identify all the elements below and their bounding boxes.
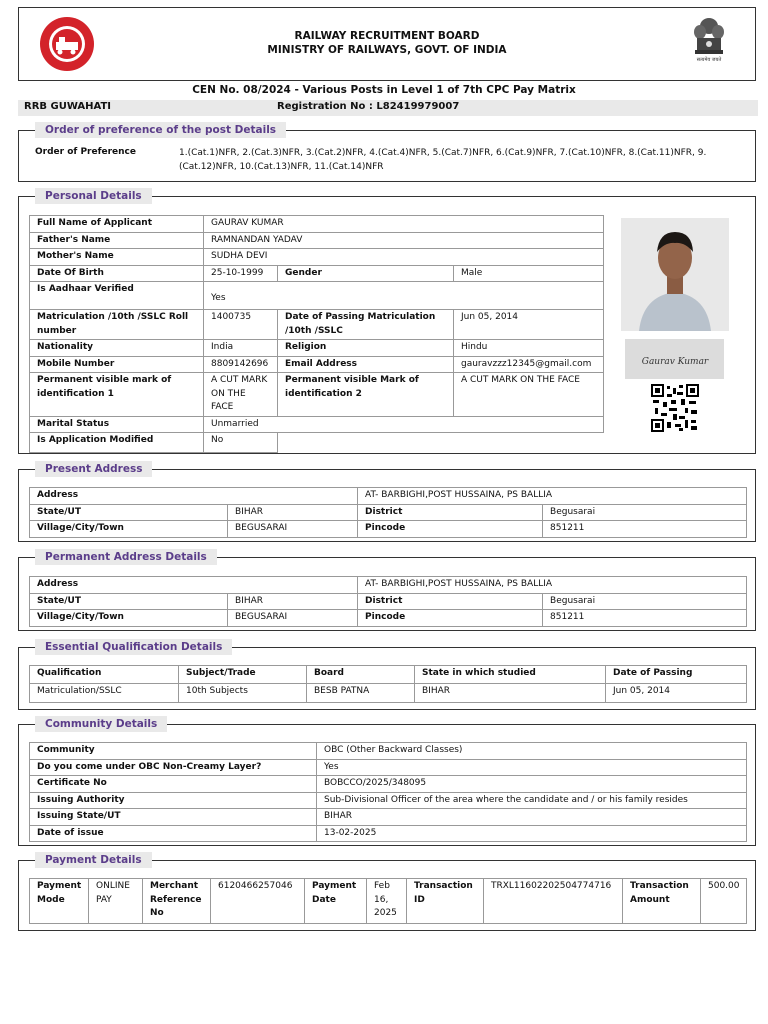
permanent-village-label: Village/City/Town	[30, 610, 228, 627]
present-pincode-label: Pincode	[358, 521, 543, 538]
cen-line: CEN No. 08/2024 - Various Posts in Level 1 of 7th CPC Pay Matrix	[192, 84, 576, 96]
issuing-authority-value: Sub-Divisional Officer of the area where the candidate and / or his family resides	[317, 792, 747, 809]
table-row	[30, 776, 747, 793]
subject-header: Subject/Trade	[179, 666, 307, 684]
modified-label: Is Application Modified	[30, 433, 204, 453]
roll-label: Matriculation /10th /SSLC Roll number	[30, 310, 204, 340]
date-passing-cell: Jun 05, 2014	[606, 684, 747, 703]
mother-name-value: SUDHA DEVI	[204, 249, 604, 266]
applicant-photo	[621, 218, 729, 331]
permanent-address-value: AT- BARBIGHI,POST HUSSAINA, PS BALLIA	[358, 577, 747, 594]
gender-value: Male	[454, 265, 604, 282]
mark1-value: A CUT MARK ON THE FACE	[204, 373, 278, 417]
present-district-value: Begusarai	[543, 504, 747, 521]
aadhaar-value: Yes	[204, 282, 604, 310]
preference-value: 1.(Cat.1)NFR, 2.(Cat.3)NFR, 3.(Cat.2)NFR, 4.(Cat.4)NFR, 5.(Cat.7)NFR, 6.(Cat.9)NFR, 7.(Cat.10)NFR, 8.(Cat.11)NFR, 9.(Cat.12)NFR, 10.(Cat.13)NFR, 11.(Cat.14)NFR	[179, 148, 707, 172]
issue-date-label: Date of issue	[30, 825, 317, 842]
present-village-value: BEGUSARAI	[228, 521, 358, 538]
permanent-village-value: BEGUSARAI	[228, 610, 358, 627]
payment-legend: Payment Details	[35, 852, 152, 868]
mark2-value: A CUT MARK ON THE FACE	[454, 373, 604, 417]
dob-label: Date Of Birth	[30, 265, 204, 282]
community-table	[29, 742, 747, 842]
table-row	[30, 792, 747, 809]
present-state-label: State/UT	[30, 504, 228, 521]
issuing-authority-label: Issuing Authority	[30, 792, 317, 809]
table-row	[30, 825, 747, 842]
permanent-state-label: State/UT	[30, 593, 228, 610]
permanent-state-value: BIHAR	[228, 593, 358, 610]
date-passing-header: Date of Passing	[606, 666, 747, 684]
transaction-id-label: Transaction ID	[407, 879, 484, 924]
rrb-bar	[18, 100, 758, 116]
permanent-district-value: Begusarai	[543, 593, 747, 610]
certificate-value: BOBCCO/2025/348095	[317, 776, 747, 793]
state-studied-header: State in which studied	[415, 666, 606, 684]
present-address-legend: Present Address	[35, 461, 152, 477]
issuing-state-label: Issuing State/UT	[30, 809, 317, 826]
board-cell: BESB PATNA	[307, 684, 415, 703]
full-name-value: GAURAV KUMAR	[204, 216, 604, 233]
ministry-name: MINISTRY OF RAILWAYS, GOVT. OF INDIA	[267, 44, 507, 56]
religion-label: Religion	[278, 340, 454, 357]
mobile-label: Mobile Number	[30, 356, 204, 373]
transaction-amount-value: 500.00	[701, 879, 747, 924]
community-value: OBC (Other Backward Classes)	[317, 743, 747, 760]
roll-value: 1400735	[204, 310, 278, 340]
subject-cell: 10th Subjects	[179, 684, 307, 703]
emblem-caption: सत्यमेव जयते	[696, 57, 722, 63]
mobile-value: 8809142696	[204, 356, 278, 373]
personal-legend: Personal Details	[35, 188, 152, 204]
registration-number: Registration No : L82419979007	[277, 101, 460, 112]
religion-value: Hindu	[454, 340, 604, 357]
permanent-address-label: Address	[30, 577, 358, 594]
header-box	[18, 7, 756, 81]
ncl-value: Yes	[317, 759, 747, 776]
transaction-id-value: TRXL11602202504774716	[484, 879, 623, 924]
present-pincode-value: 851211	[543, 521, 747, 538]
qualification-cell: Matriculation/SSLC	[30, 684, 179, 703]
issuing-state-value: BIHAR	[317, 809, 747, 826]
mother-name-label: Mother's Name	[30, 249, 204, 266]
permanent-pincode-label: Pincode	[358, 610, 543, 627]
present-village-label: Village/City/Town	[30, 521, 228, 538]
email-value: gauravzzz12345@gmail.com	[454, 356, 604, 373]
payment-table	[29, 878, 747, 924]
board-name: RAILWAY RECRUITMENT BOARD	[294, 30, 480, 42]
passing-date-label: Date of Passing Matriculation /10th /SSLC	[278, 310, 454, 340]
permanent-address-legend: Permanent Address Details	[35, 549, 217, 565]
father-name-value: RAMNANDAN YADAV	[204, 232, 604, 249]
payment-mode-label: Payment Mode	[30, 879, 89, 924]
board-header: Board	[307, 666, 415, 684]
qualification-legend: Essential Qualification Details	[35, 639, 232, 655]
marital-label: Marital Status	[30, 416, 204, 433]
aadhaar-label: Is Aadhaar Verified	[30, 282, 204, 310]
present-address-value: AT- BARBIGHI,POST HUSSAINA, PS BALLIA	[358, 488, 747, 505]
applicant-signature	[625, 339, 724, 379]
passing-date-value: Jun 05, 2014	[454, 310, 604, 340]
nationality-value: India	[204, 340, 278, 357]
preference-legend: Order of preference of the post Details	[35, 122, 286, 138]
community-legend: Community Details	[35, 716, 167, 732]
permanent-pincode-value: 851211	[543, 610, 747, 627]
ncl-label: Do you come under OBC Non-Creamy Layer?	[30, 759, 317, 776]
qualification-header: Qualification	[30, 666, 179, 684]
permanent-district-label: District	[358, 593, 543, 610]
father-name-label: Father's Name	[30, 232, 204, 249]
preference-label: Order of Preference	[35, 147, 136, 157]
marital-value: Unmarried	[204, 416, 604, 433]
rrb-name: RRB GUWAHATI	[24, 101, 112, 112]
present-address-table	[29, 487, 747, 538]
qualification-table	[29, 665, 747, 703]
present-district-label: District	[358, 504, 543, 521]
full-name-label: Full Name of Applicant	[30, 216, 204, 233]
present-address-label: Address	[30, 488, 358, 505]
nationality-label: Nationality	[30, 340, 204, 357]
email-label: Email Address	[278, 356, 454, 373]
payment-date-label: Payment Date	[305, 879, 367, 924]
issue-date-value: 13-02-2025	[317, 825, 747, 842]
qr-code-icon	[651, 384, 699, 432]
table-row	[30, 809, 747, 826]
gender-label: Gender	[278, 265, 454, 282]
payment-date-value: Feb 16, 2025	[367, 879, 407, 924]
permanent-address-table	[29, 576, 747, 627]
dob-value: 25-10-1999	[204, 265, 278, 282]
payment-mode-value: ONLINE PAY	[89, 879, 143, 924]
merchant-ref-value: 6120466257046	[211, 879, 305, 924]
certificate-label: Certificate No	[30, 776, 317, 793]
signature-text: Gaurav Kumar	[641, 357, 709, 367]
state-studied-cell: BIHAR	[415, 684, 606, 703]
present-state-value: BIHAR	[228, 504, 358, 521]
personal-table	[29, 215, 604, 453]
table-row	[30, 743, 747, 760]
modified-value: No	[204, 433, 278, 453]
transaction-amount-label: Transaction Amount	[623, 879, 701, 924]
table-row	[30, 759, 747, 776]
merchant-ref-label: Merchant Reference No	[143, 879, 211, 924]
community-label: Community	[30, 743, 317, 760]
mark2-label: Permanent visible Mark of identification 2	[278, 373, 454, 417]
mark1-label: Permanent visible mark of identification 1	[30, 373, 204, 417]
